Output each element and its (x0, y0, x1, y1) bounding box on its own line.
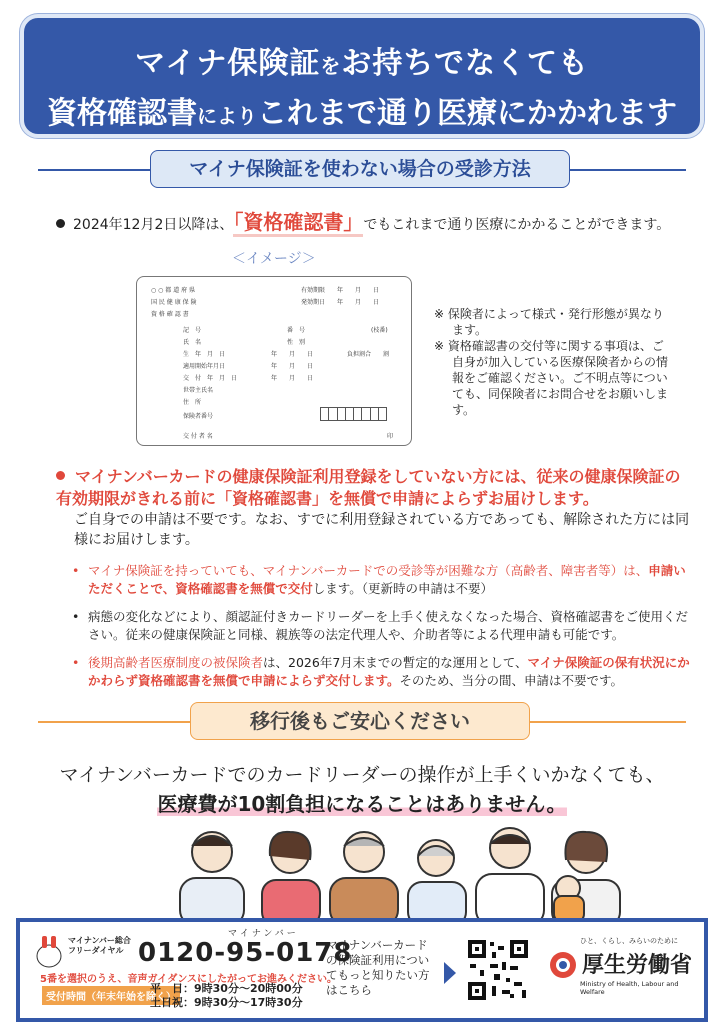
sub-bullet-item: • マイナ保険証を持っていても、マイナンバーカードでの受診等が困難な方（高齢者、障害者等）は、申請いただくことで、資格確認書を無償で交付します。（更新時の申請は不要） (72, 563, 686, 596)
more-info-text: マイナンバーカードの保険証利用についてもっと知りたい方はこちら (326, 938, 430, 997)
image-label: ＜イメージ＞ (232, 251, 316, 267)
bullet-dot-icon (56, 219, 65, 228)
mhlw-emblem-icon (548, 950, 578, 980)
person-figure (262, 832, 320, 926)
insurer-number-boxes (321, 407, 387, 421)
person-figure (552, 832, 620, 926)
bullet-item: 2024年12月2日以降は、「資格確認書」でもこれまで通り医療にかかることができます。 (56, 212, 676, 235)
reception-hours: 平 日：9時30分～20時00分 土日祝：9時30分～17時30分 (150, 982, 303, 1009)
banner-line-2: 資格確認書によりこれまで通り医療にかかれます (47, 96, 677, 131)
person-figure (476, 828, 544, 926)
phone-number[interactable]: 0120-95-0178 (138, 938, 353, 968)
person-figure (330, 832, 398, 926)
banner-line-1: マイナ保険証をお持ちでなくても (134, 46, 590, 81)
mhlw-logo: ひと、くらし、みらいのために 厚生労働省 Ministry of Health, Labour and Welfare (548, 936, 698, 1006)
person-figure (408, 840, 466, 926)
section-heading: マイナ保険証を使わない場合の受診方法 (150, 150, 570, 188)
sample-certificate-card: ○ ○ 都 道 府 県 有効期限 年 月 日 国 民 健 康 保 険 発効期日 年 月 日 資 格 確 認 書 記 号 番 号 (枝番) 氏 名 性 別 生 年 月 日 年 月 日 負担割合 割 適用開始年月日 年 月 日 交 付 年 月 日 年 月 日 世帯主氏名 住 所 保険者番号 交 付 者 名 印 (136, 276, 412, 446)
title-banner (20, 14, 704, 138)
section-heading: 移行後もご安心ください (190, 702, 530, 740)
bullet-dot-icon (56, 471, 65, 480)
number-ruby: マイナンバー (228, 929, 299, 939)
card-notes: ※ 保険者によって様式・発行形態が異なります。 ※ 資格確認書の交付等に関する事項は、ご自身が加入している医療保険者からの情報をご確認ください。ご不明点等についても、同保険者にお問合せをお願いします。 (434, 307, 669, 417)
sub-bullet-item: • 後期高齢者医療制度の被保険者は、2026年7月末までの暫定的な運用として、マイナ保険証の保有状況にかかわらず資格確認書を無償で申請によらず交付します。そのため、当分の間、申請は不要です。 (72, 655, 690, 688)
qr-code-icon[interactable] (466, 938, 530, 1002)
mascot-icon (34, 934, 64, 968)
dial-label: マイナンバー総合フリーダイヤル (68, 936, 131, 955)
footer-contact-box (16, 918, 708, 1022)
family-illustration (170, 826, 694, 926)
reassurance-line: マイナンバーカードでのカードリーダーの操作が上手くいかなくても、 (59, 764, 665, 786)
arrow-right-icon (444, 962, 456, 984)
voice-guide-note: 5番を選択のうえ、音声ガイダンスにしたがってお進みください。 (40, 974, 338, 985)
sub-bullet-item: • 病態の変化などにより、顔認証付きカードリーダーを上手く使えなくなった場合、資格確認書をご使用ください。従来の健康保険証と同様、親族等の法定代理人や、介助者等による代理申請も可能です。 (72, 609, 689, 642)
reassurance-highlight: 医療費が10割負担になることはありません。 (157, 792, 567, 816)
reception-hours-label: 受付時間（年末年始を除く） (42, 986, 180, 1005)
person-figure (180, 832, 244, 926)
bullet-item-delivery: マイナンバーカードの健康保険証利用登録をしていない方には、従来の健康保険証の有効期限がきれる前に「資格確認書」を無償で申請によらずお届けします。 ご自身での申請は不要です。なお、すでに利用登録されている方であっても、解除された方には同様にお届けします。 (56, 467, 690, 548)
